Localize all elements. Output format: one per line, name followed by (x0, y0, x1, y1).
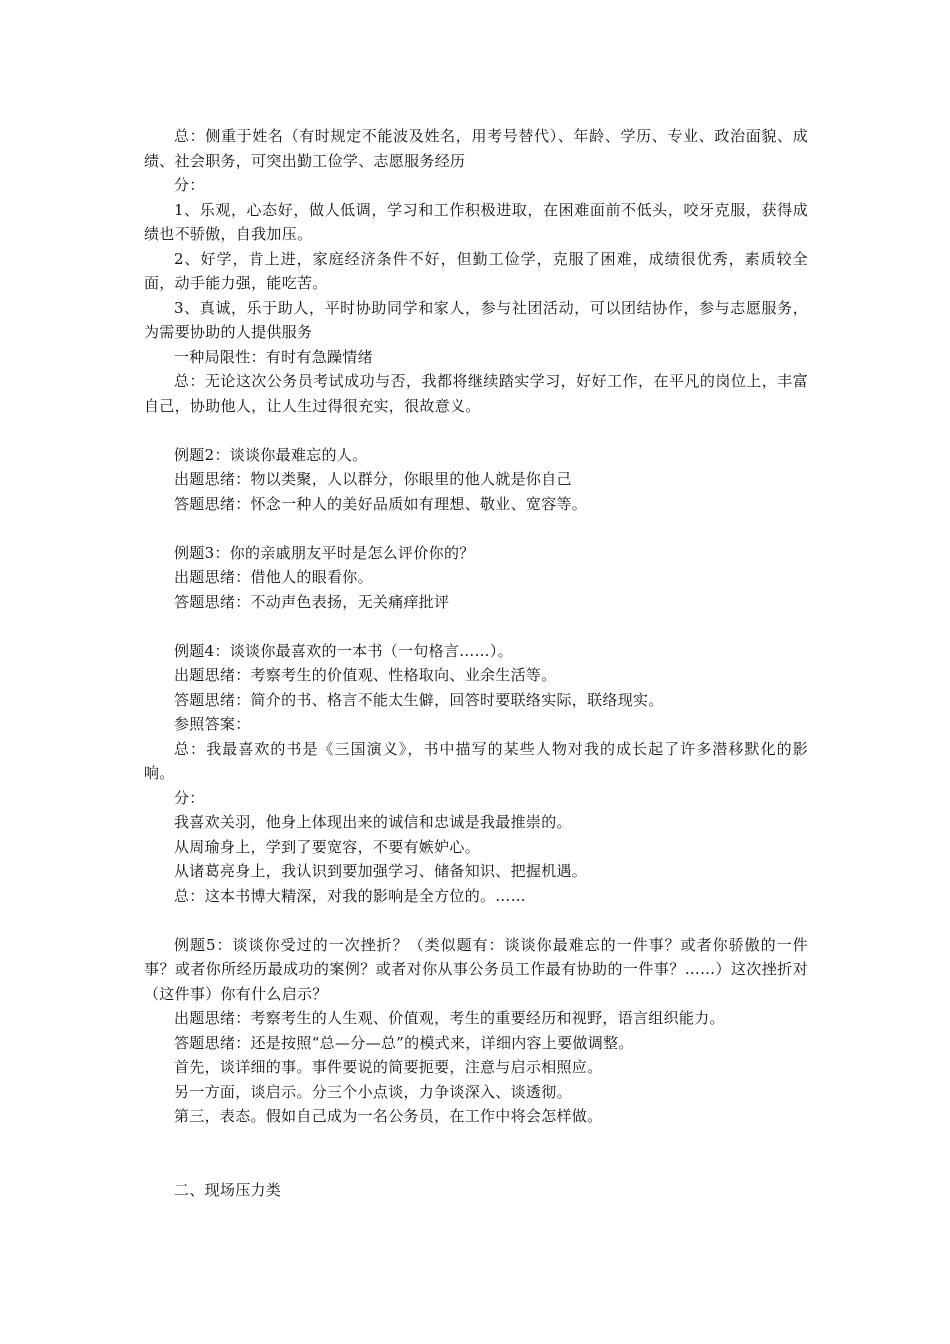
example-3-question-idea: 出题思绪：借他人的眼看你。 (174, 568, 373, 586)
example-3-title: 例题3：你的亲戚朋友平时是怎么评价你的？ (174, 543, 475, 562)
point-1: 1、乐观，心态好，做人低调，学习和工作积极进取，在困难面前不低头，咬牙克服，获得成绩也不骄傲，自我加压。 (144, 200, 808, 243)
spacer (144, 418, 808, 443)
example-4-question-idea: 出题思绪：考察考生的价值观、性格取向、业余生活等。 (174, 666, 557, 684)
example-3-answer-idea: 答题思绪：不动声色表扬，无关痛痒批评 (174, 592, 450, 611)
example-4-answer-idea: 答题思绪：简介的书、格言不能太生僻，回答时要联络实际，联络现实。 (174, 690, 664, 709)
point-2: 2、好学，肯上进，家庭经济条件不好，但勤工俭学，克服了困难，成绩很优秀，素质较全面，动手能力强，能吃苦。 (144, 249, 808, 292)
example-5-step-1: 首先，谈详细的事。事件要说的简要扼要，注意与启示相照应。 (174, 1058, 603, 1076)
reference-section-label: 分： (174, 788, 205, 807)
section-label: 分： (174, 176, 205, 194)
spacer (144, 516, 808, 541)
reference-point-zhouyu: 从周瑜身上，学到了要宽容，不要有嫉妒心。 (174, 837, 481, 856)
reference-point-zhugeliang: 从诸葛亮身上，我认识到要加强学习、储备知识、把握机遇。 (174, 862, 588, 880)
summary-conclusion: 总：无论这次公务员考试成功与否，我都将继续踏实学习，好好工作，在平凡的岗位上，丰富自己，协助他人，让人生过得很充实，很故意义。 (144, 372, 808, 415)
limitation: 一种局限性：有时有急躁情绪 (174, 347, 373, 366)
example-2-question-idea: 出题思绪：物以类聚，人以群分，你眼里的他人就是你自己 (174, 470, 572, 488)
example-5-title: 例题5：谈谈你受过的一次挫折？（类似题有：谈谈你最难忘的一件事？或者你骄傲的一件事？或者你所经历最成功的案例？或者对你从事公务员工作最有协助的一件事？……）这次挫折对（这件事）你有什么启示？ (144, 935, 808, 1003)
example-2-answer-idea: 答题思绪：怀念一种人的美好品质如有理想、敬业、宽容等。 (174, 494, 588, 513)
example-5-answer-idea: 答题思绪：还是按照“总—分—总”的模式来，详细内容上要做调整。 (174, 1033, 634, 1052)
section-heading: 二、现场压力类 (174, 1180, 282, 1199)
document-page (144, 124, 808, 1202)
reference-conclusion: 总：这本书博大精深，对我的影响是全方位的。…… (174, 886, 526, 905)
spacer (144, 614, 808, 639)
reference-point-guanyu: 我喜欢关羽，他身上体现出来的诚信和忠诚是我最推崇的。 (174, 813, 572, 831)
reference-summary: 总：我最喜欢的书是《三国演义》，书中描写的某些人物对我的成长起了许多潜移默化的影响。 (144, 739, 808, 782)
example-2-title: 例题2：谈谈你最难忘的人。 (174, 445, 368, 464)
reference-answer-label: 参照答案： (174, 715, 251, 733)
spacer (144, 908, 808, 933)
example-5-step-2: 另一方面，谈启示。分三个小点谈，力争谈深入、谈透彻。 (174, 1082, 572, 1101)
example-4-title: 例题4：谈谈你最喜欢的一本书（一句格言……）。 (174, 641, 513, 660)
example-5-step-3: 第三，表态。假如自己成为一名公务员，在工作中将会怎样做。 (174, 1107, 603, 1125)
example-5-question-idea: 出题思绪：考察考生的人生观、价值观，考生的重要经历和视野，语言组织能力。 (174, 1009, 725, 1027)
spacer (144, 1129, 808, 1178)
point-3: 3、真诚，乐于助人，平时协助同学和家人，参与社团活动，可以团结协作，参与志愿服务，为需要协助的人提供服务 (144, 298, 808, 341)
summary-intro: 总：侧重于姓名（有时规定不能波及姓名，用考号替代）、年龄、学历、专业、政治面貌、成绩、社会职务，可突出勤工俭学、志愿服务经历 (144, 127, 808, 170)
